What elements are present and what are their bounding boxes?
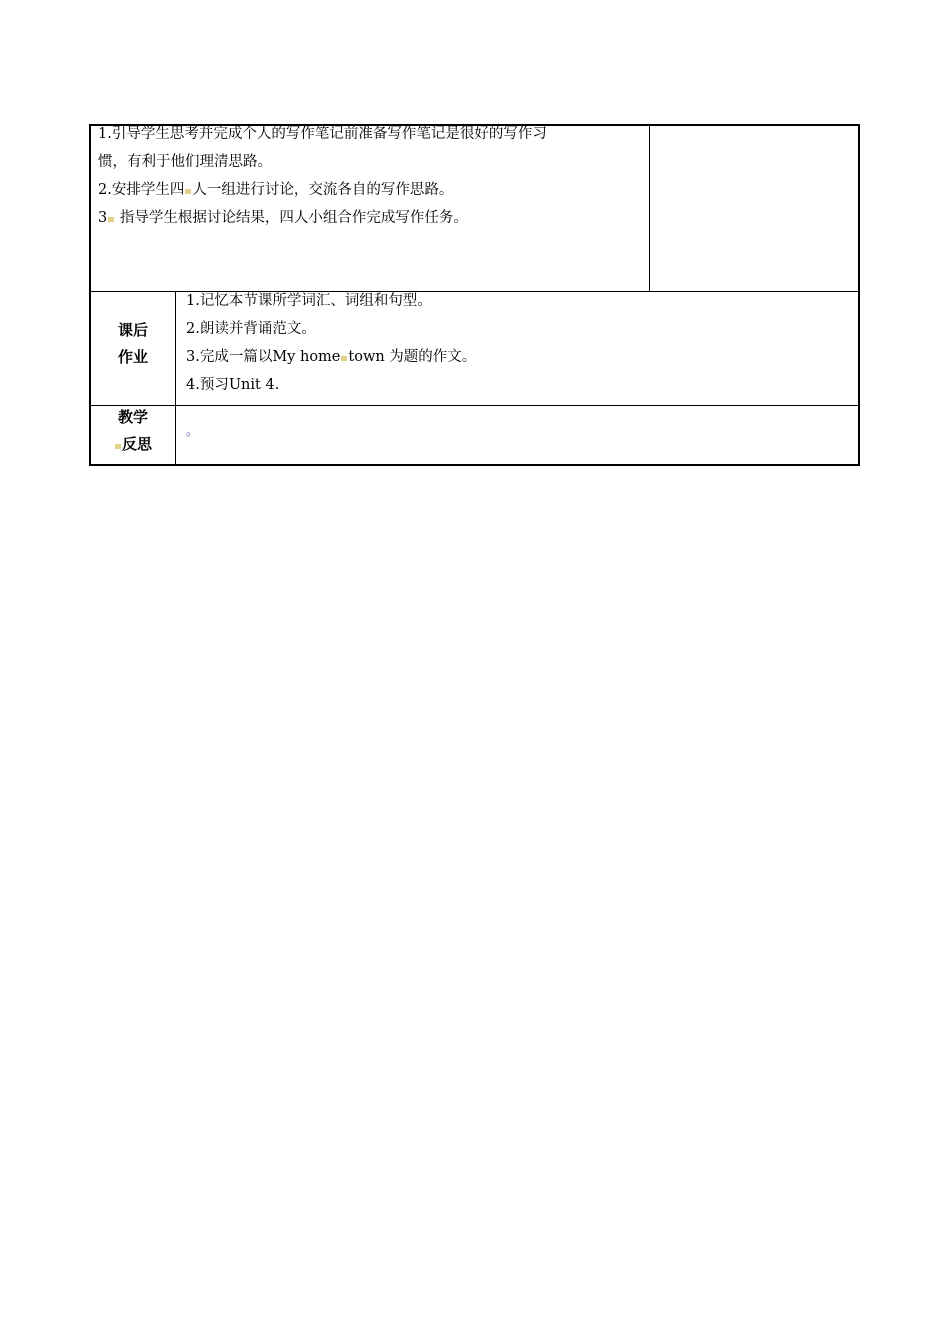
procedure-line-4-number: 3 xyxy=(98,210,108,226)
procedure-line-3-start: 2.安排学生四 xyxy=(98,182,185,198)
procedure-line-1: 1.引导学生思考并完成个人的写作笔记前准备写作笔记是很好的写作习 xyxy=(98,126,547,142)
label-col-divider xyxy=(175,291,176,466)
edit-mark xyxy=(115,444,121,449)
procedure-line-4 xyxy=(98,204,468,232)
reflection-label-line-2 xyxy=(91,430,175,458)
homework-item-3-end: town 为题的作文。 xyxy=(348,349,477,365)
reflection-label-line-1: 教学 xyxy=(117,408,148,426)
reflection-label-line-2-text: 反思 xyxy=(121,435,152,453)
homework-label-line-2: 作业 xyxy=(117,348,148,366)
col-divider-top xyxy=(649,124,650,292)
edit-mark xyxy=(341,356,347,361)
homework-item-3-start: 3.完成一篇以My home xyxy=(186,349,341,365)
row-divider-2 xyxy=(89,405,860,406)
procedure-line-3-end: 人一组进行讨论，交流各自的写作思路。 xyxy=(192,182,454,198)
homework-label-line-1: 课后 xyxy=(117,321,148,339)
homework-item-4: 4.预习Unit 4. xyxy=(186,377,280,393)
homework-item-1: 1.记忆本节课所学词汇、词组和句型。 xyxy=(186,293,432,309)
reflection-content: 。 xyxy=(186,424,200,439)
homework-item-2: 2.朗读并背诵范文。 xyxy=(186,321,316,337)
procedure-line-2: 惯，有利于他们理清思路。 xyxy=(98,154,272,170)
procedure-line-3 xyxy=(98,176,453,204)
homework-item-3 xyxy=(186,343,476,371)
edit-mark xyxy=(108,217,114,222)
procedure-line-4-text: 指导学生根据讨论结果，四人小组合作完成写作任务。 xyxy=(115,210,468,226)
edit-mark xyxy=(185,189,191,194)
